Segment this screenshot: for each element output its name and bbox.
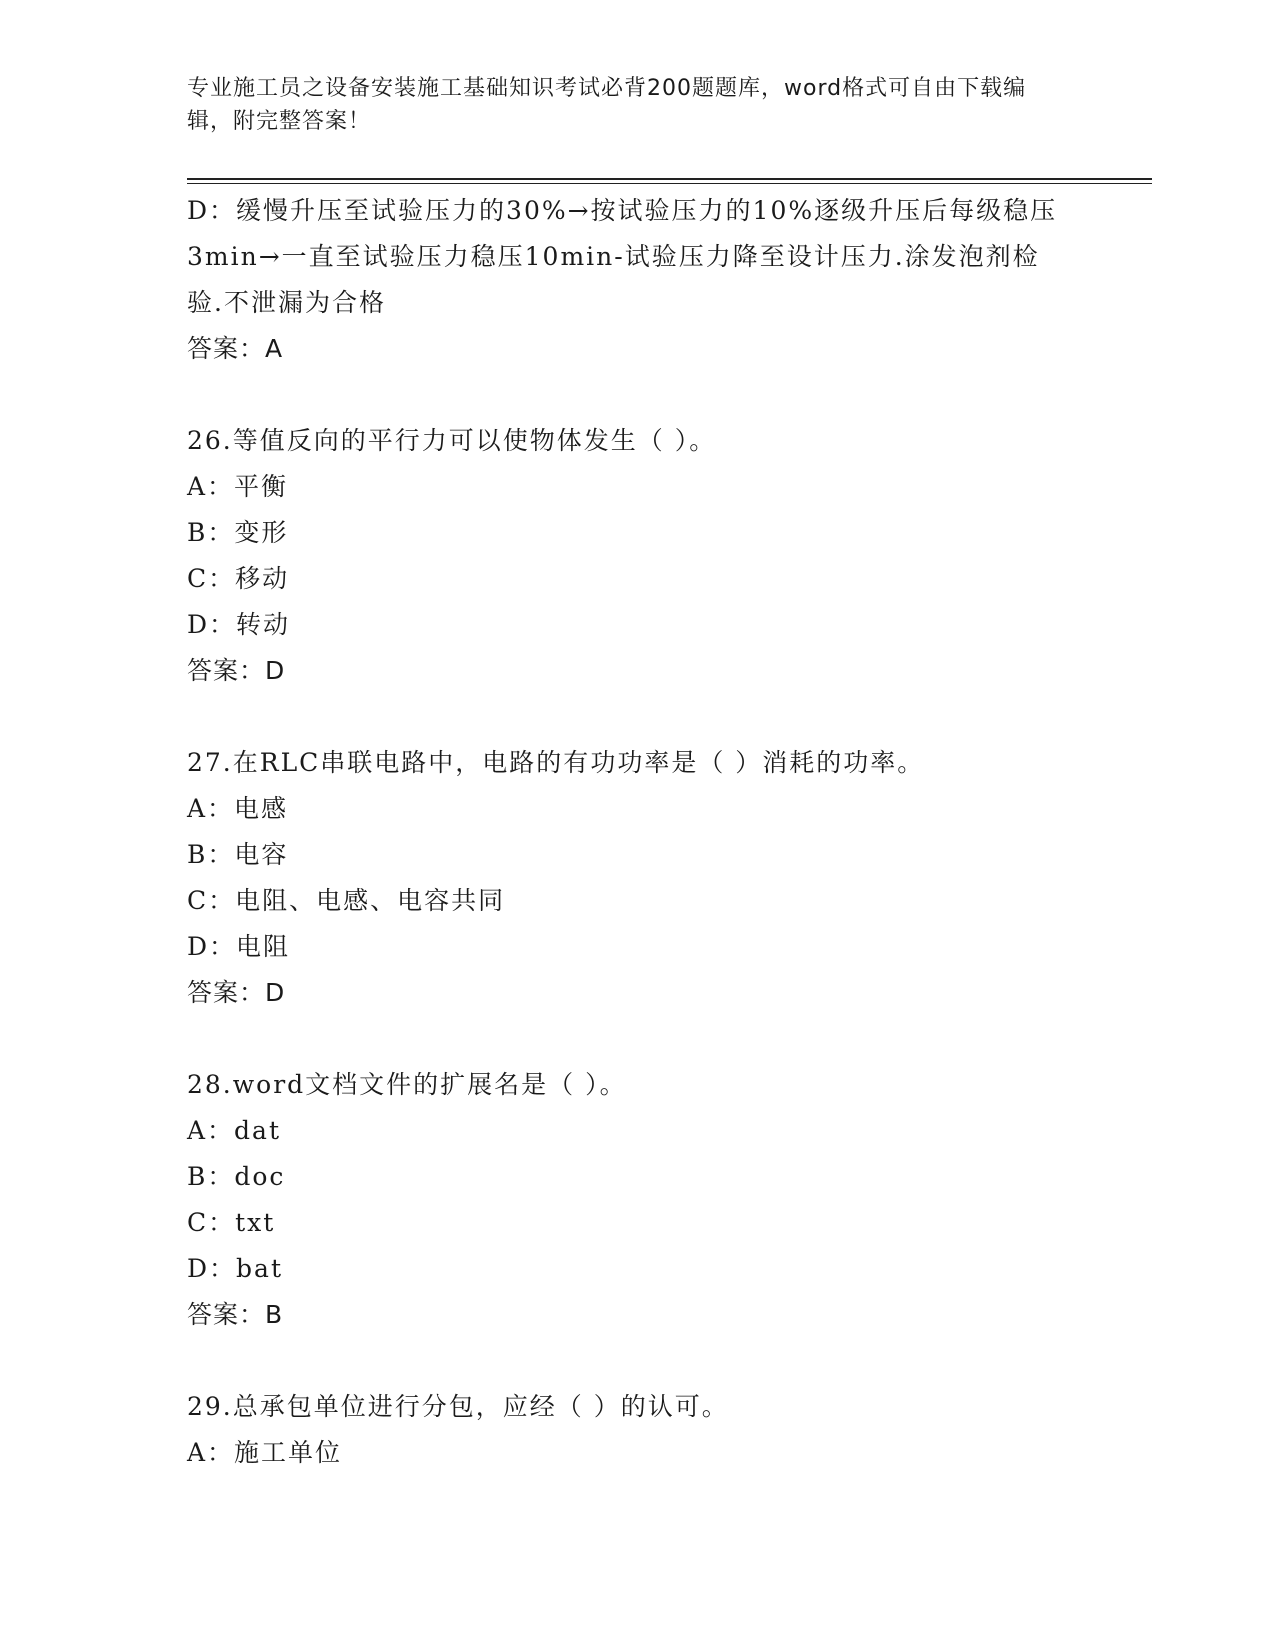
option-c: C：txt: [187, 1208, 276, 1237]
question-26: [187, 418, 1067, 694]
option-d: D：bat: [187, 1254, 283, 1283]
question-content: [187, 188, 1067, 1476]
header-divider: [187, 178, 1152, 180]
question-stem: 26.等值反向的平行力可以使物体发生（ ）。: [187, 426, 717, 455]
question-27: [187, 740, 1067, 1016]
option-c: C：移动: [187, 564, 290, 593]
option-b: B：doc: [187, 1162, 286, 1191]
option-a: A：电感: [187, 794, 289, 823]
option-b: B：电容: [187, 840, 289, 869]
answer-line: 答案：D: [187, 656, 286, 685]
option-a: A：dat: [187, 1116, 282, 1145]
question-stem: 27.在RLC串联电路中，电路的有功功率是（ ）消耗的功率。: [187, 748, 925, 777]
document-title: 专业施工员之设备安装施工基础知识考试必背200题题库，word格式可自由下载编辑，附完整答案！: [187, 76, 1027, 134]
carryover-option-text: D：缓慢升压至试验压力的30%→按试验压力的10%逐级升压后每级稳压3min→一直至试验压力稳压10min-试验压力降至设计压力.涂发泡剂检验.不泄漏为合格: [187, 196, 1058, 317]
option-d: D：电阻: [187, 932, 291, 961]
question-28: [187, 1062, 1067, 1338]
option-c: C：电阻、电感、电容共同: [187, 886, 506, 915]
question-stem: 28.word文档文件的扩展名是（ ）。: [187, 1070, 627, 1099]
document-header: [187, 72, 1067, 138]
option-d: D：转动: [187, 610, 291, 639]
header-divider-thin: [187, 183, 1152, 184]
question-29: [187, 1384, 1067, 1476]
answer-line: 答案：A: [187, 334, 284, 363]
answer-line: 答案：B: [187, 1300, 284, 1329]
option-a: A：平衡: [187, 472, 289, 501]
option-a: A：施工单位: [187, 1438, 343, 1467]
question-stem: 29.总承包单位进行分包，应经（ ）的认可。: [187, 1392, 729, 1421]
option-b: B：变形: [187, 518, 289, 547]
answer-line: 答案：D: [187, 978, 286, 1007]
